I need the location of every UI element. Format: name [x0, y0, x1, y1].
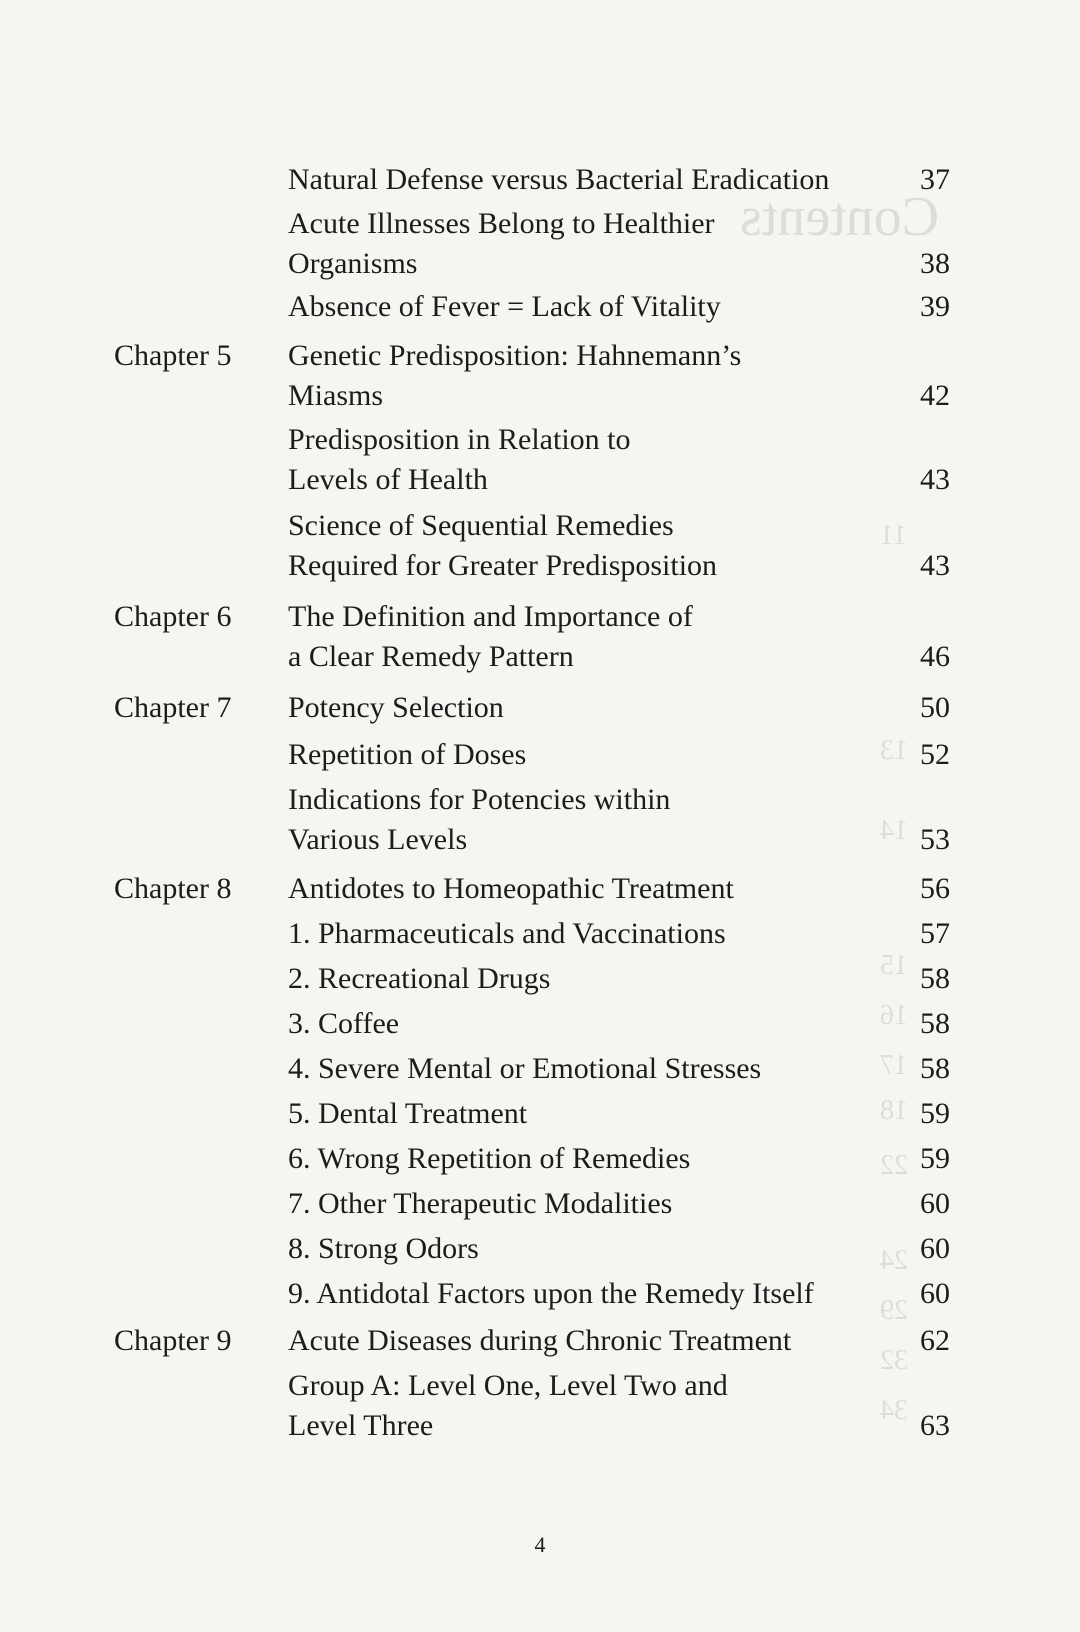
page-number: 42: [920, 379, 950, 412]
chapter-label: Chapter 6: [114, 600, 232, 633]
page-number: 58: [920, 1052, 950, 1085]
entry-title: [288, 1274, 888, 1314]
entry-title-line: Antidotes to Homeopathic Treatment: [288, 872, 734, 905]
page-number: 39: [920, 290, 950, 323]
entry-title-line: Levels of Health: [288, 463, 488, 496]
entry-title-line: Required for Greater Predisposition: [288, 549, 718, 582]
page-number: 37: [920, 163, 950, 196]
entry-title: [288, 1094, 888, 1134]
page-number: 53: [920, 823, 950, 856]
page-number: 43: [920, 549, 950, 582]
entry-title: [288, 1321, 888, 1361]
entry-title-line: Indications for Potencies within: [288, 783, 671, 816]
entry-title: [288, 780, 888, 860]
entry-title-line: Natural Defense versus Bacterial Eradication: [288, 163, 830, 196]
entry-title-line: Absence of Fever = Lack of Vitality: [288, 290, 721, 323]
entry-title-line: Genetic Predisposition: Hahnemann’s: [288, 339, 742, 372]
entry-title-line: Predisposition in Relation to: [288, 423, 631, 456]
entry-title-line: 8. Strong Odors: [288, 1232, 479, 1265]
entry-title: [288, 688, 888, 728]
entry-title-line: 7. Other Therapeutic Modalities: [288, 1187, 673, 1220]
entry-title-line: Science of Sequential Remedies: [288, 509, 674, 542]
entry-title-line: Acute Illnesses Belong to Healthier: [288, 207, 715, 240]
entry-title: [288, 1139, 888, 1179]
entry-title: [288, 420, 888, 500]
entry-title-line: The Definition and Importance of: [288, 600, 693, 633]
entry-title: [288, 287, 888, 327]
entry-title: [288, 1049, 888, 1089]
entry-title: [288, 914, 888, 954]
page-number: 60: [920, 1277, 950, 1310]
page-number: 59: [920, 1097, 950, 1130]
entry-title-line: Repetition of Doses: [288, 738, 527, 771]
entry-title-line: Organisms: [288, 247, 418, 280]
entry-title: [288, 1229, 888, 1269]
page-number: 60: [920, 1232, 950, 1265]
entry-title-line: 9. Antidotal Factors upon the Remedy Itself: [288, 1277, 814, 1310]
page-number: 63: [920, 1409, 950, 1442]
entry-title: [288, 336, 888, 416]
entry-title: [288, 959, 888, 999]
entry-title: [288, 869, 888, 909]
entry-title-line: a Clear Remedy Pattern: [288, 640, 574, 673]
page-folio-number: 4: [534, 1532, 546, 1557]
chapter-label: Chapter 7: [114, 691, 232, 724]
entry-title: [288, 597, 888, 677]
page-number: 58: [920, 1007, 950, 1040]
entry-title-line: Acute Diseases during Chronic Treatment: [288, 1324, 792, 1357]
entry-title-line: Miasms: [288, 379, 384, 412]
bleed-through-decoration: Contents 11 13 14 15 16 17 18 22 24 29 32 34: [740, 186, 940, 1426]
entry-title-line: Potency Selection: [288, 691, 504, 724]
page-number: 43: [920, 463, 950, 496]
entry-title: [288, 1004, 888, 1044]
page-number: 50: [920, 691, 950, 724]
entry-title: [288, 735, 888, 775]
page-number: 56: [920, 872, 950, 905]
entry-title-line: 6. Wrong Repetition of Remedies: [288, 1142, 691, 1175]
entry-title: [288, 1184, 888, 1224]
chapter-label: Chapter 8: [114, 872, 232, 905]
page-number: 58: [920, 962, 950, 995]
page-number: 38: [920, 247, 950, 280]
entry-title-line: 5. Dental Treatment: [288, 1097, 528, 1130]
page-number: 59: [920, 1142, 950, 1175]
entry-title-line: Various Levels: [288, 823, 468, 856]
entry-title: [288, 506, 888, 586]
entry-title: [288, 1366, 888, 1446]
chapter-label: Chapter 5: [114, 339, 232, 372]
entry-title-line: 2. Recreational Drugs: [288, 962, 551, 995]
page-number: 62: [920, 1324, 950, 1357]
chapter-label: Chapter 9: [114, 1324, 232, 1357]
page-number: 57: [920, 917, 950, 950]
page-number: 60: [920, 1187, 950, 1220]
entry-title-line: Group A: Level One, Level Two and: [288, 1369, 728, 1402]
page-number: 52: [920, 738, 950, 771]
entry-title: [288, 160, 888, 200]
page-number: 46: [920, 640, 950, 673]
entry-title-line: Level Three: [288, 1409, 434, 1442]
entry-title-line: 3. Coffee: [288, 1007, 400, 1040]
entry-title: [288, 204, 888, 284]
entry-title-line: 4. Severe Mental or Emotional Stresses: [288, 1052, 762, 1085]
entry-title-line: 1. Pharmaceuticals and Vaccinations: [288, 917, 726, 950]
